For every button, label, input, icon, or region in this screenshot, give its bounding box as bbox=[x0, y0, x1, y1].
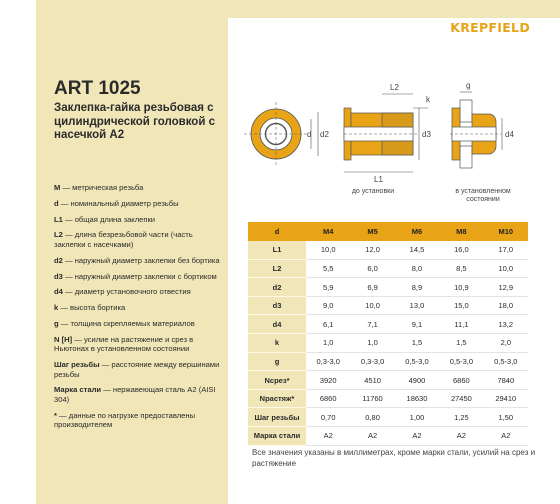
table-row bbox=[248, 371, 528, 390]
row-label: Nрастяж* bbox=[248, 389, 306, 408]
legend-list bbox=[54, 183, 224, 436]
legend-item bbox=[54, 335, 224, 354]
table-cell: 7840 bbox=[484, 371, 528, 390]
table-corner-label: d bbox=[248, 222, 306, 241]
column-header: M10 bbox=[484, 222, 528, 241]
legend-key: Марка стали bbox=[54, 385, 102, 395]
table-cell: 10,9 bbox=[439, 278, 483, 297]
legend-item bbox=[54, 319, 224, 329]
table-cell: 17,0 bbox=[484, 241, 528, 260]
dim-label-L2: L2 bbox=[390, 83, 399, 92]
legend-item bbox=[54, 183, 224, 193]
dim-label-d4: d4 bbox=[505, 130, 514, 139]
table-cell: 0,5-3,0 bbox=[439, 352, 483, 371]
legend-key: * bbox=[54, 410, 57, 420]
table-cell: 7,1 bbox=[350, 315, 394, 334]
table-row bbox=[248, 389, 528, 408]
row-label: L2 bbox=[248, 259, 306, 278]
table-row bbox=[248, 278, 528, 297]
table-cell: 0,5-3,0 bbox=[484, 352, 528, 371]
installed-sheet-upper bbox=[460, 100, 472, 122]
table-cell: 13,2 bbox=[484, 315, 528, 334]
table-cell: 0,3-3,0 bbox=[350, 352, 394, 371]
table-cell: 12,9 bbox=[484, 278, 528, 297]
table-row bbox=[248, 259, 528, 278]
legend-text: — диаметр установочного отвестия bbox=[62, 287, 191, 297]
table-body bbox=[248, 241, 528, 446]
row-label: Шаг резьбы bbox=[248, 408, 306, 427]
table-cell: A2 bbox=[306, 427, 350, 446]
table-cell: 0,3-3,0 bbox=[306, 352, 350, 371]
table-row bbox=[248, 241, 528, 260]
legend-item bbox=[54, 256, 224, 266]
table-row bbox=[248, 315, 528, 334]
installed-bore bbox=[452, 127, 496, 141]
table-cell: 10,0 bbox=[306, 241, 350, 260]
row-label: d3 bbox=[248, 296, 306, 315]
row-label: d2 bbox=[248, 278, 306, 297]
legend-item bbox=[54, 199, 224, 209]
legend-key: d4 bbox=[54, 287, 63, 297]
table-cell: 18,0 bbox=[484, 296, 528, 315]
technical-drawing bbox=[232, 72, 560, 208]
table-row bbox=[248, 427, 528, 446]
table-cell: 27450 bbox=[439, 389, 483, 408]
table-row bbox=[248, 408, 528, 427]
table-cell: 4510 bbox=[350, 371, 394, 390]
table-cell: 10,0 bbox=[484, 259, 528, 278]
row-label: d4 bbox=[248, 315, 306, 334]
table-cell: A2 bbox=[439, 427, 483, 446]
row-label: Марка стали bbox=[248, 427, 306, 446]
legend-text: — расстояние между вершинами резьбы bbox=[54, 360, 220, 379]
legend-text: — наружный диаметр заклепки с бортиком bbox=[62, 271, 217, 281]
table-cell: 6,0 bbox=[350, 259, 394, 278]
legend-item bbox=[54, 287, 224, 297]
table-cell: 15,0 bbox=[439, 296, 483, 315]
table-cell: 1,00 bbox=[395, 408, 439, 427]
legend-key: N [H] bbox=[54, 334, 73, 344]
brand-logo: KREPFIELD bbox=[450, 20, 530, 35]
table-row bbox=[248, 296, 528, 315]
table-cell: 1,5 bbox=[395, 334, 439, 353]
row-label: k bbox=[248, 334, 306, 353]
table-row bbox=[248, 334, 528, 353]
table-cell: 16,0 bbox=[439, 241, 483, 260]
table-cell: 13,0 bbox=[395, 296, 439, 315]
side-view-knurl-lower bbox=[382, 141, 413, 155]
table-header-row bbox=[248, 222, 528, 241]
caption-after-install: в установленном состоянии bbox=[455, 188, 511, 204]
table-cell: 6,9 bbox=[350, 278, 394, 297]
dim-label-k: k bbox=[426, 95, 430, 104]
table-cell: 11760 bbox=[350, 389, 394, 408]
table-cell: A2 bbox=[484, 427, 528, 446]
legend-item bbox=[54, 360, 224, 379]
table-cell: 9,0 bbox=[306, 296, 350, 315]
column-header: M5 bbox=[350, 222, 394, 241]
table-cell: 9,1 bbox=[395, 315, 439, 334]
table-cell: 18630 bbox=[395, 389, 439, 408]
legend-item bbox=[54, 215, 224, 225]
legend-item bbox=[54, 230, 224, 249]
caption-before-install: до установки bbox=[351, 188, 395, 195]
spec-table bbox=[248, 222, 528, 446]
legend-text: — номинальный диаметр резьбы bbox=[58, 198, 179, 208]
row-label: g bbox=[248, 352, 306, 371]
table-cell: 0,80 bbox=[350, 408, 394, 427]
table-cell: 1,5 bbox=[439, 334, 483, 353]
dim-label-d3: d3 bbox=[422, 130, 431, 139]
table-cell: 6860 bbox=[439, 371, 483, 390]
legend-text: — общая длина заклепки bbox=[62, 214, 156, 224]
table-cell: 0,5-3,0 bbox=[395, 352, 439, 371]
side-view-knurl bbox=[382, 113, 413, 127]
top-band bbox=[228, 0, 560, 18]
table-cell: 12,0 bbox=[350, 241, 394, 260]
legend-key: L1 bbox=[54, 214, 63, 224]
table-cell: 5,9 bbox=[306, 278, 350, 297]
table-cell: 8,5 bbox=[439, 259, 483, 278]
dim-label-d: d bbox=[307, 130, 312, 139]
table-row bbox=[248, 352, 528, 371]
dim-label-g: g bbox=[466, 81, 471, 90]
table-cell: 29410 bbox=[484, 389, 528, 408]
legend-key: M bbox=[54, 183, 61, 192]
table-cell: 1,25 bbox=[439, 408, 483, 427]
legend-key: Шаг резьбы bbox=[54, 360, 100, 369]
table-cell: 1,0 bbox=[350, 334, 394, 353]
table-cell: 1,0 bbox=[306, 334, 350, 353]
product-title: Заклепка-гайка резьбовая с цилиндрической головкой с насечкой А2 bbox=[54, 102, 215, 141]
legend-key: k bbox=[54, 303, 59, 313]
legend-key: d bbox=[54, 198, 59, 208]
legend-text: — длина безрезьбовой части (часть заклепки с насечками) bbox=[54, 230, 193, 249]
legend-text: — высота бортика bbox=[58, 303, 126, 313]
table-cell: 4900 bbox=[395, 371, 439, 390]
table-cell: A2 bbox=[350, 427, 394, 446]
table-cell: 1,50 bbox=[484, 408, 528, 427]
table-cell: 5,5 bbox=[306, 259, 350, 278]
legend-text: — метрическая резьба bbox=[60, 183, 144, 192]
dim-label-d2: d2 bbox=[320, 130, 329, 139]
legend-item bbox=[54, 303, 224, 313]
table-cell: 6860 bbox=[306, 389, 350, 408]
dim-label-L1: L1 bbox=[374, 175, 383, 184]
footnote: Все значения указаны в миллиметрах, кроме марки стали, усилий на срез и растяжение bbox=[252, 448, 536, 468]
column-header: M4 bbox=[306, 222, 350, 241]
table-cell: 8,9 bbox=[395, 278, 439, 297]
column-header: M8 bbox=[439, 222, 483, 241]
table-cell: 11,1 bbox=[439, 315, 483, 334]
legend-item bbox=[54, 272, 224, 282]
table-cell: A2 bbox=[395, 427, 439, 446]
table-cell: 8,0 bbox=[395, 259, 439, 278]
table-cell: 3920 bbox=[306, 371, 350, 390]
legend-text: — нержавеющая сталь A2 (AISI 304) bbox=[54, 385, 216, 404]
table-cell: 10,0 bbox=[350, 296, 394, 315]
legend-key: d2 bbox=[54, 255, 63, 265]
legend-key: L2 bbox=[54, 230, 63, 240]
legend-key: g bbox=[54, 318, 59, 328]
table-cell: 14,5 bbox=[395, 241, 439, 260]
legend-item bbox=[54, 411, 224, 430]
column-header: M6 bbox=[395, 222, 439, 241]
legend-item bbox=[54, 385, 224, 404]
legend-key: d3 bbox=[54, 271, 63, 281]
legend-text: — данные по нагрузке предоставлены производителем bbox=[54, 410, 196, 430]
table-cell: 6,1 bbox=[306, 315, 350, 334]
legend-text: — толщина скрепляемых материалов bbox=[58, 318, 195, 328]
legend-text: — усилие на растяжение и срез в Ньютонах в установленном состоянии bbox=[54, 334, 194, 354]
article-number: ART 1025 bbox=[54, 78, 141, 99]
table-cell: 0,70 bbox=[306, 408, 350, 427]
legend-text: — наружный диаметр заклепки без бортика bbox=[62, 255, 220, 265]
installed-sheet-lower bbox=[460, 146, 472, 168]
row-label: L1 bbox=[248, 241, 306, 260]
table-cell: 2,0 bbox=[484, 334, 528, 353]
row-label: Nсрез* bbox=[248, 371, 306, 390]
